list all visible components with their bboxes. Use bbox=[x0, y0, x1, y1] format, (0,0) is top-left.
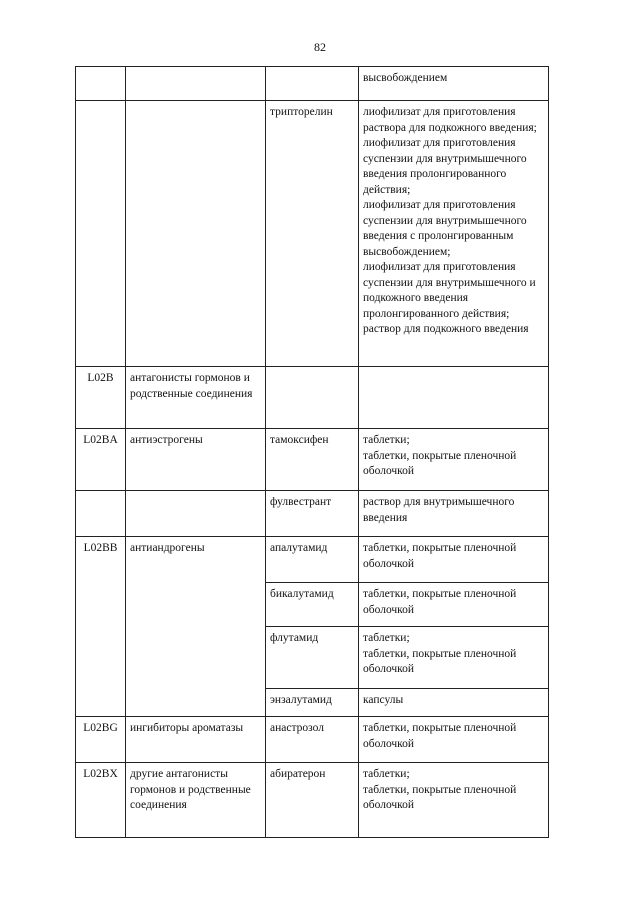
drug-cell bbox=[266, 67, 359, 101]
drug-cell: бикалутамид bbox=[266, 583, 359, 627]
atc-code-cell bbox=[76, 491, 126, 537]
atc-code-cell: L02BA bbox=[76, 429, 126, 491]
forms-cell bbox=[359, 429, 549, 491]
form-line: таблетки, покрытые пленочной оболочкой bbox=[363, 449, 517, 477]
drug-table bbox=[75, 66, 549, 838]
forms-cell bbox=[359, 101, 549, 367]
table-row bbox=[76, 101, 549, 367]
drug-cell: фулвестрант bbox=[266, 491, 359, 537]
form-line: раствор для подкожного введения bbox=[363, 323, 529, 335]
drug-cell: абиратерон bbox=[266, 763, 359, 838]
drug-cell: энзалутамид bbox=[266, 689, 359, 717]
form-line: таблетки, покрытые пленочной оболочкой bbox=[363, 588, 517, 616]
group-cell: антагонисты гормонов и родственные соединения bbox=[126, 367, 266, 429]
form-line: лиофилизат для приготовления суспензии для внутримышечного введения с пролонгированным высвобождением; bbox=[363, 199, 527, 258]
form-line: лиофилизат для приготовления суспензии для внутримышечного введения пролонгированного действия; bbox=[363, 137, 527, 196]
group-cell: ингибиторы ароматазы bbox=[126, 717, 266, 763]
forms-cell bbox=[359, 537, 549, 583]
forms-cell bbox=[359, 583, 549, 627]
form-line: таблетки, покрытые пленочной оболочкой bbox=[363, 542, 517, 570]
group-cell bbox=[126, 101, 266, 367]
form-line: лиофилизат для приготовления раствора для подкожного введения; bbox=[363, 106, 537, 134]
forms-cell bbox=[359, 67, 549, 101]
forms-cell bbox=[359, 689, 549, 717]
atc-code-cell: L02BX bbox=[76, 763, 126, 838]
atc-code-cell bbox=[76, 101, 126, 367]
drug-cell bbox=[266, 367, 359, 429]
form-line: капсулы bbox=[363, 694, 404, 706]
table-row bbox=[76, 67, 549, 101]
atc-code-cell: L02BG bbox=[76, 717, 126, 763]
form-line: раствор для внутримышечного введения bbox=[363, 496, 515, 524]
form-line: таблетки; bbox=[363, 632, 410, 644]
drug-cell: анастрозол bbox=[266, 717, 359, 763]
table-row bbox=[76, 717, 549, 763]
group-cell bbox=[126, 491, 266, 537]
drug-cell: апалутамид bbox=[266, 537, 359, 583]
form-line: высвобождением bbox=[363, 72, 448, 84]
forms-cell bbox=[359, 491, 549, 537]
forms-cell bbox=[359, 763, 549, 838]
form-line: таблетки, покрытые пленочной оболочкой bbox=[363, 647, 517, 675]
drug-cell: флутамид bbox=[266, 627, 359, 689]
forms-cell bbox=[359, 367, 549, 429]
table-row bbox=[76, 429, 549, 491]
atc-code-cell: L02BB bbox=[76, 537, 126, 717]
form-line: лиофилизат для приготовления суспензии для внутримышечного и подкожного введения пролонгированного действия; bbox=[363, 261, 536, 320]
table-row bbox=[76, 491, 549, 537]
group-cell: другие антагонисты гормонов и родственные соединения bbox=[126, 763, 266, 838]
form-line: таблетки, покрытые пленочной оболочкой bbox=[363, 722, 517, 750]
group-cell: антиандрогены bbox=[126, 537, 266, 717]
group-cell bbox=[126, 67, 266, 101]
atc-code-cell bbox=[76, 67, 126, 101]
page-number: 82 bbox=[314, 40, 326, 54]
form-line: таблетки; bbox=[363, 768, 410, 780]
table-row bbox=[76, 537, 549, 583]
group-cell: антиэстрогены bbox=[126, 429, 266, 491]
forms-cell bbox=[359, 627, 549, 689]
drug-cell: тамоксифен bbox=[266, 429, 359, 491]
forms-cell bbox=[359, 717, 549, 763]
drug-cell: трипторелин bbox=[266, 101, 359, 367]
table-row bbox=[76, 367, 549, 429]
table-row bbox=[76, 763, 549, 838]
form-line: таблетки; bbox=[363, 434, 410, 446]
atc-code-cell: L02B bbox=[76, 367, 126, 429]
form-line: таблетки, покрытые пленочной оболочкой bbox=[363, 783, 517, 811]
